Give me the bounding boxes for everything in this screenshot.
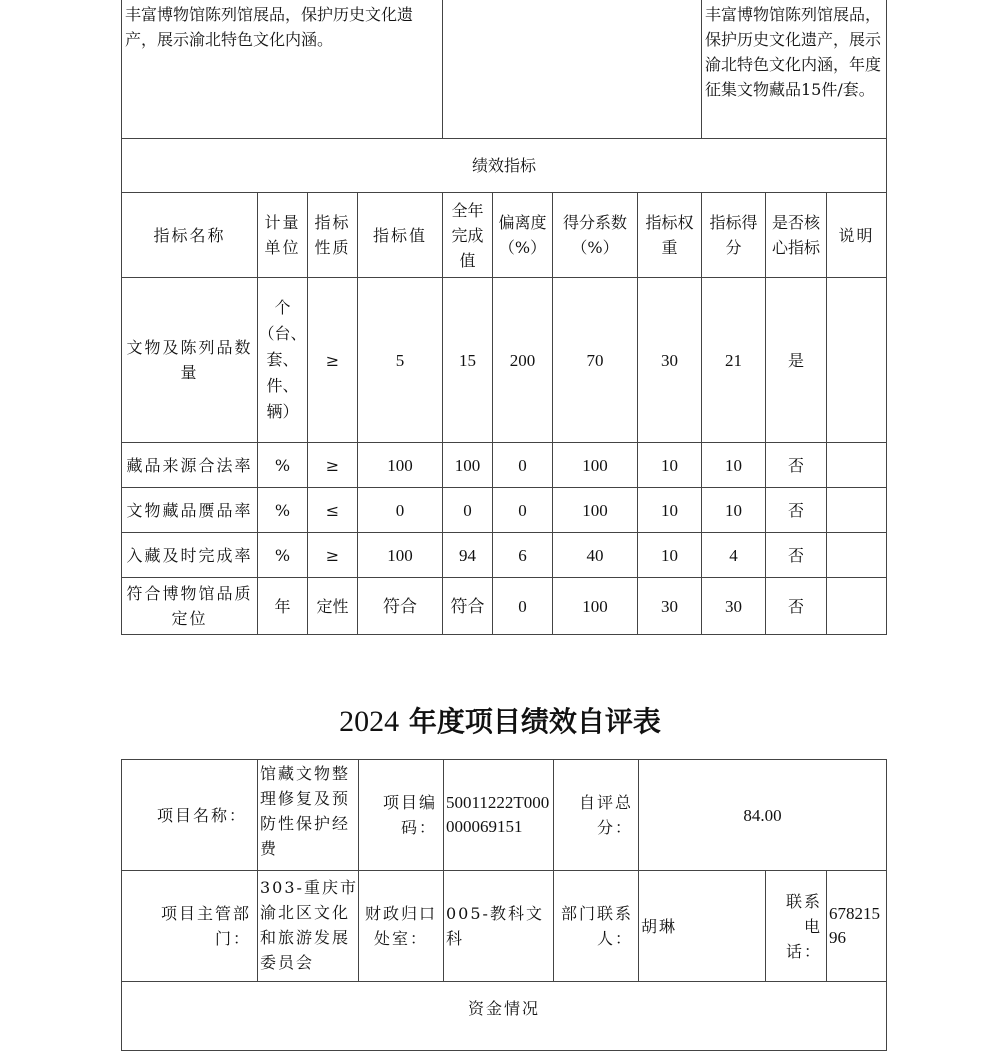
header-label: 指标值 — [372, 225, 427, 245]
self-score-value-cell — [638, 759, 887, 871]
indicator-core: 是 — [787, 350, 804, 370]
phone-value-cell — [826, 870, 887, 982]
indicator-nature-cell — [307, 277, 358, 443]
objective-planned-text: 丰富博物馆陈列馆展品，保护历史文化遗产，展示渝北特色文化内涵。 — [125, 5, 414, 49]
indicator-unit-cell — [257, 442, 308, 488]
header-note — [826, 192, 887, 278]
header-label: 偏离度（%） — [498, 213, 547, 257]
header-label: 指标权重 — [645, 213, 694, 257]
indicator-name: 符合博物馆品质定位 — [126, 584, 253, 628]
indicator-core: 否 — [787, 545, 804, 565]
indicator-deviation-cell — [492, 277, 553, 443]
indicator-name: 文物藏品赝品率 — [126, 500, 253, 520]
indicator-nature-cell — [307, 487, 358, 533]
header-label: 得分系数（%） — [562, 213, 627, 257]
indicator-target-cell — [357, 577, 443, 635]
header-label: 全年完成值 — [451, 200, 484, 270]
contact-label-cell — [553, 870, 639, 982]
indicator-name-cell — [121, 277, 258, 443]
dept-label: 项目主管部门： — [160, 904, 251, 948]
indicator-core-cell — [765, 277, 827, 443]
header-label: 指标得分 — [709, 213, 758, 257]
indicator-nature-cell — [307, 532, 358, 578]
indicator-core: 否 — [787, 500, 804, 520]
indicator-coefficient-cell — [552, 442, 638, 488]
indicator-core-cell — [765, 442, 827, 488]
project-name-value: 馆藏文物整理修复及预防性保护经费 — [260, 764, 351, 858]
indicator-core-cell — [765, 487, 827, 533]
indicator-deviation: 0 — [518, 500, 527, 520]
indicator-name-cell — [121, 532, 258, 578]
objective-planned-cell — [121, 0, 443, 139]
form-title-text: 年度项目绩效自评表 — [408, 705, 661, 738]
indicator-nature: ≤ — [325, 500, 340, 520]
project-name-label: 项目名称： — [156, 805, 247, 825]
indicator-weight-cell — [637, 442, 702, 488]
indicator-deviation-cell — [492, 442, 553, 488]
performance-section-title: 绩效指标 — [471, 156, 536, 175]
indicator-name: 入藏及时完成率 — [126, 545, 253, 565]
header-label: 指标名称 — [153, 225, 226, 245]
indicator-name-cell — [121, 577, 258, 635]
indicator-target: 符合 — [383, 596, 417, 616]
header-label: 计量单位 — [264, 213, 301, 257]
indicator-coefficient-cell — [552, 532, 638, 578]
objective-middle-cell — [442, 0, 702, 139]
indicator-target: 100 — [387, 455, 413, 475]
header-score — [701, 192, 766, 278]
indicator-target: 100 — [387, 545, 413, 565]
dept-label-cell — [121, 870, 258, 982]
indicator-score: 10 — [725, 500, 742, 520]
indicator-actual-cell — [442, 532, 493, 578]
indicator-coefficient-cell — [552, 487, 638, 533]
indicator-actual: 94 — [459, 545, 476, 565]
header-weight — [637, 192, 702, 278]
project-code-label-cell — [358, 759, 444, 871]
contact-value: 胡琳 — [641, 916, 678, 936]
indicator-unit: % — [274, 500, 291, 520]
project-code-label: 项目编码： — [382, 793, 437, 837]
project-name-value-cell — [257, 759, 359, 871]
dept-value-cell — [257, 870, 359, 982]
indicator-note-cell — [826, 577, 887, 635]
project-code-value-cell — [443, 759, 554, 871]
indicator-note-cell — [826, 487, 887, 533]
header-core — [765, 192, 827, 278]
contact-label: 部门联系人： — [560, 904, 633, 948]
objective-actual-text: 丰富博物馆陈列馆展品，保护历史文化遗产，展示渝北特色文化内涵，年度征集文物藏品15件/套。 — [705, 5, 882, 99]
indicator-core-cell — [765, 532, 827, 578]
indicator-target-cell — [357, 487, 443, 533]
finance-label: 财政归口处室： — [364, 904, 437, 948]
indicator-target-cell — [357, 442, 443, 488]
objective-actual-cell — [701, 0, 887, 139]
project-name-label-cell — [121, 759, 258, 871]
indicator-actual-cell — [442, 277, 493, 443]
header-indicator-name — [121, 192, 258, 278]
indicator-deviation-cell — [492, 577, 553, 635]
indicator-deviation-cell — [492, 532, 553, 578]
indicator-target: 0 — [395, 500, 405, 520]
indicator-coefficient: 100 — [582, 455, 608, 475]
indicator-unit: % — [274, 455, 291, 475]
indicator-coefficient: 100 — [582, 596, 608, 616]
dept-value: 303-重庆市渝北区文化和旅游发展委员会 — [260, 878, 358, 972]
indicator-actual: 符合 — [450, 596, 485, 616]
indicator-nature: ≥ — [325, 350, 340, 370]
indicator-deviation-cell — [492, 487, 553, 533]
indicator-deviation: 200 — [509, 350, 536, 370]
header-actual — [442, 192, 493, 278]
indicator-score: 10 — [725, 455, 742, 475]
indicator-coefficient-cell — [552, 277, 638, 443]
indicator-score-cell — [701, 577, 766, 635]
self-score-label-cell — [553, 759, 639, 871]
indicator-target-cell — [357, 277, 443, 443]
finance-label-cell — [358, 870, 444, 982]
indicator-nature-cell — [307, 442, 358, 488]
indicator-note-cell — [826, 442, 887, 488]
indicator-nature-cell — [307, 577, 358, 635]
indicator-weight: 30 — [661, 596, 678, 616]
indicator-score-cell — [701, 442, 766, 488]
finance-value-cell — [443, 870, 554, 982]
indicator-actual-cell — [442, 442, 493, 488]
indicator-core: 否 — [787, 455, 804, 475]
indicator-weight: 10 — [661, 500, 678, 520]
indicator-weight: 10 — [661, 455, 678, 475]
header-coefficient — [552, 192, 638, 278]
indicator-nature: ≥ — [325, 545, 340, 565]
indicator-target: 5 — [395, 350, 405, 370]
indicator-actual: 0 — [463, 500, 472, 520]
indicator-score: 4 — [729, 545, 738, 565]
indicator-name: 藏品来源合法率 — [126, 455, 253, 475]
indicator-weight-cell — [637, 277, 702, 443]
form-title-year: 2024 — [339, 705, 400, 738]
indicator-weight-cell — [637, 577, 702, 635]
indicator-unit: 年 — [274, 596, 291, 616]
header-target — [357, 192, 443, 278]
header-unit — [257, 192, 308, 278]
self-score-value: 84.00 — [743, 805, 782, 825]
indicator-score-cell — [701, 532, 766, 578]
header-deviation — [492, 192, 553, 278]
header-label: 是否核心指标 — [771, 213, 820, 257]
performance-section-header — [121, 138, 887, 193]
form-title — [0, 700, 1000, 740]
indicator-coefficient: 70 — [586, 350, 604, 370]
indicator-deviation: 0 — [518, 455, 527, 475]
indicator-score-cell — [701, 487, 766, 533]
header-nature — [307, 192, 358, 278]
contact-value-cell — [638, 870, 766, 982]
indicator-name-cell — [121, 487, 258, 533]
indicator-score-cell — [701, 277, 766, 443]
header-label: 指标性质 — [314, 213, 351, 257]
indicator-coefficient: 40 — [586, 545, 604, 565]
indicator-nature: ≥ — [325, 455, 340, 475]
indicator-note-cell — [826, 532, 887, 578]
indicator-note-cell — [826, 277, 887, 443]
indicator-target-cell — [357, 532, 443, 578]
indicator-actual: 100 — [454, 455, 481, 475]
indicator-unit-cell — [257, 487, 308, 533]
project-code-value: 50011222T000000069151 — [446, 793, 550, 836]
indicator-actual: 15 — [459, 350, 476, 370]
funding-section-header — [121, 981, 887, 1051]
indicator-weight: 30 — [661, 350, 678, 370]
indicator-actual-cell — [442, 487, 493, 533]
indicator-unit-cell — [257, 277, 308, 443]
indicator-weight: 10 — [661, 545, 678, 565]
phone-value: 67821596 — [829, 904, 880, 947]
phone-label-cell — [765, 870, 827, 982]
funding-section-title: 资金情况 — [467, 999, 540, 1018]
indicator-actual-cell — [442, 577, 493, 635]
indicator-coefficient: 100 — [582, 500, 608, 520]
self-score-label: 自评总分： — [578, 793, 633, 837]
indicator-unit-cell — [257, 577, 308, 635]
indicator-weight-cell — [637, 532, 702, 578]
indicator-coefficient-cell — [552, 577, 638, 635]
indicator-nature: 定性 — [316, 596, 349, 616]
indicator-name: 文物及陈列品数量 — [126, 338, 253, 382]
indicator-weight-cell — [637, 487, 702, 533]
indicator-unit-cell — [257, 532, 308, 578]
header-label: 说明 — [838, 225, 875, 245]
indicator-unit: 个（台、套、件、辆） — [258, 298, 307, 421]
indicator-core-cell — [765, 577, 827, 635]
phone-label: 联系电话： — [785, 891, 822, 961]
indicator-score: 30 — [725, 596, 742, 616]
indicator-score: 21 — [725, 350, 742, 370]
indicator-unit: % — [274, 545, 291, 565]
indicator-deviation: 6 — [518, 545, 527, 565]
indicator-deviation: 0 — [518, 596, 527, 616]
indicator-name-cell — [121, 442, 258, 488]
finance-value: 005-教科文科 — [446, 904, 544, 948]
indicator-core: 否 — [787, 596, 804, 616]
